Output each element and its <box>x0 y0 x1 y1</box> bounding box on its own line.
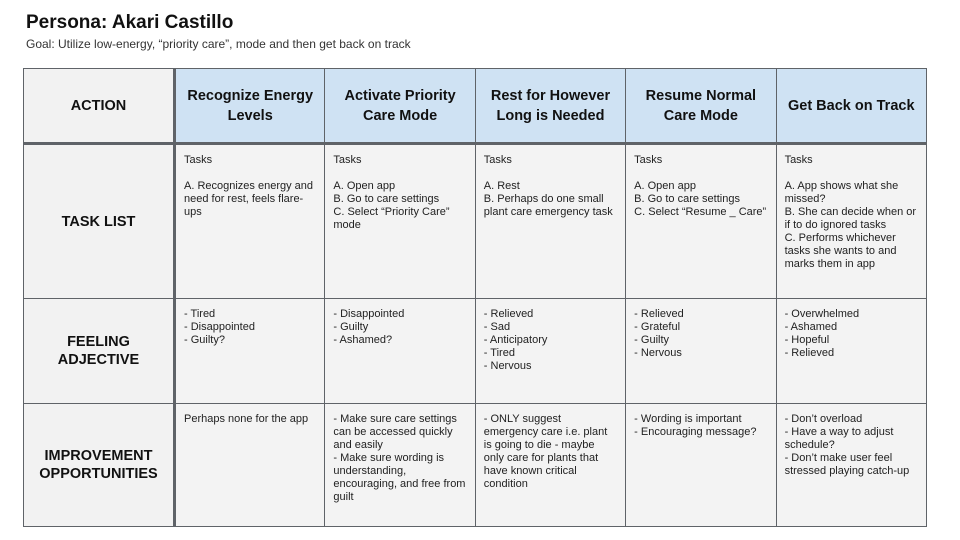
feeling-cell <box>626 299 776 404</box>
list-item: - Ashamed <box>784 321 838 333</box>
persona-title: Persona: Akari Castillo <box>26 12 234 33</box>
feeling-cell <box>776 299 926 404</box>
task-cell <box>475 144 625 299</box>
row-label-line: OPPORTUNITIES <box>39 466 158 482</box>
list-item: - Wording is important <box>634 413 742 425</box>
list-item: - Relieved <box>784 347 835 359</box>
row-label-improvement <box>24 404 175 527</box>
list-item: - Overwhelmed <box>784 308 860 320</box>
list-item: - Guilty <box>333 321 369 333</box>
list-item: C. Performs whichever tasks she wants to and marks them in app <box>784 232 897 270</box>
list-item: - Encouraging message? <box>634 426 757 438</box>
improvement-cell <box>776 404 926 527</box>
list-item: - Make sure wording is understanding, encouraging, and free from guilt <box>333 452 466 503</box>
row-label-line: IMPROVEMENT <box>44 448 153 464</box>
list-item: - Anticipatory <box>483 334 548 346</box>
list-item: B. Perhaps do one small plant care emergency task <box>483 193 613 218</box>
list-item: A. Recognizes energy and need for rest, feels flare-ups <box>184 180 314 218</box>
list-item: - Guilty? <box>184 334 225 346</box>
task-list-row <box>24 144 927 299</box>
feeling-cell <box>325 299 475 404</box>
list-item: - Grateful <box>634 321 681 333</box>
list-item: A. Open app <box>333 180 396 192</box>
row-label-task-list: TASK LIST <box>24 144 175 299</box>
feeling-row <box>24 299 927 404</box>
list-item: Perhaps none for the app <box>184 413 309 425</box>
row-label-action: ACTION <box>24 69 175 144</box>
list-item: - Don’t overload <box>784 413 863 425</box>
feeling-cell <box>175 299 325 404</box>
row-label-line: ADJECTIVE <box>57 352 140 368</box>
list-item: - Disappointed <box>184 321 255 333</box>
stage-header: Rest for However Long is Needed <box>475 69 625 144</box>
stage-header: Resume Normal Care Mode <box>626 69 776 144</box>
tasks-heading: Tasks <box>333 154 362 166</box>
list-item: A. Rest <box>483 180 520 192</box>
task-cell <box>175 144 325 299</box>
list-item: - Make sure care settings can be accessed quickly and easily <box>333 413 457 451</box>
list-item: - Tired <box>184 308 216 320</box>
improvement-cell <box>626 404 776 527</box>
action-row <box>24 69 927 144</box>
improvement-cell <box>175 404 325 527</box>
stage-header: Activate Priority Care Mode <box>325 69 475 144</box>
stage-header: Get Back on Track <box>776 69 926 144</box>
row-label-line: FEELING <box>67 334 130 350</box>
list-item: - Have a way to adjust schedule? <box>784 426 894 451</box>
list-item: C. Select “Resume _ Care” <box>634 206 767 218</box>
stage-header: Recognize Energy Levels <box>175 69 325 144</box>
tasks-heading: Tasks <box>784 154 813 166</box>
list-item: - Relieved <box>483 308 534 320</box>
list-item: - Tired <box>483 347 515 359</box>
list-item: - Sad <box>483 321 511 333</box>
tasks-heading: Tasks <box>184 154 213 166</box>
journey-map-table <box>23 68 927 527</box>
task-cell <box>776 144 926 299</box>
list-item: - Don’t make user feel stressed playing catch-up <box>784 452 910 477</box>
list-item: - Ashamed? <box>333 334 393 346</box>
list-item: B. Go to care settings <box>634 193 740 205</box>
improvement-cell <box>325 404 475 527</box>
list-item: A. App shows what she missed? <box>784 180 899 205</box>
list-item: A. Open app <box>634 180 696 192</box>
improvement-cell <box>475 404 625 527</box>
list-item: - Guilty <box>634 334 670 346</box>
list-item: - ONLY suggest emergency care i.e. plant is going to die - maybe only care for plants that have known critical condition <box>483 413 608 490</box>
task-cell <box>626 144 776 299</box>
list-item: B. She can decide when or if to do ignored tasks <box>784 206 917 231</box>
list-item: B. Go to care settings <box>333 193 440 205</box>
improvement-row <box>24 404 927 527</box>
list-item: - Nervous <box>634 347 682 359</box>
feeling-cell <box>475 299 625 404</box>
list-item: - Disappointed <box>333 308 405 320</box>
tasks-heading: Tasks <box>483 154 512 166</box>
tasks-heading: Tasks <box>634 154 663 166</box>
row-label-feeling <box>24 299 175 404</box>
list-item: - Hopeful <box>784 334 830 346</box>
list-item: - Nervous <box>483 360 532 372</box>
list-item: C. Select “Priority Care” mode <box>333 206 450 231</box>
task-cell <box>325 144 475 299</box>
persona-goal: Goal: Utilize low-energy, “priority care”, mode and then get back on track <box>26 37 411 51</box>
list-item: - Relieved <box>634 308 684 320</box>
